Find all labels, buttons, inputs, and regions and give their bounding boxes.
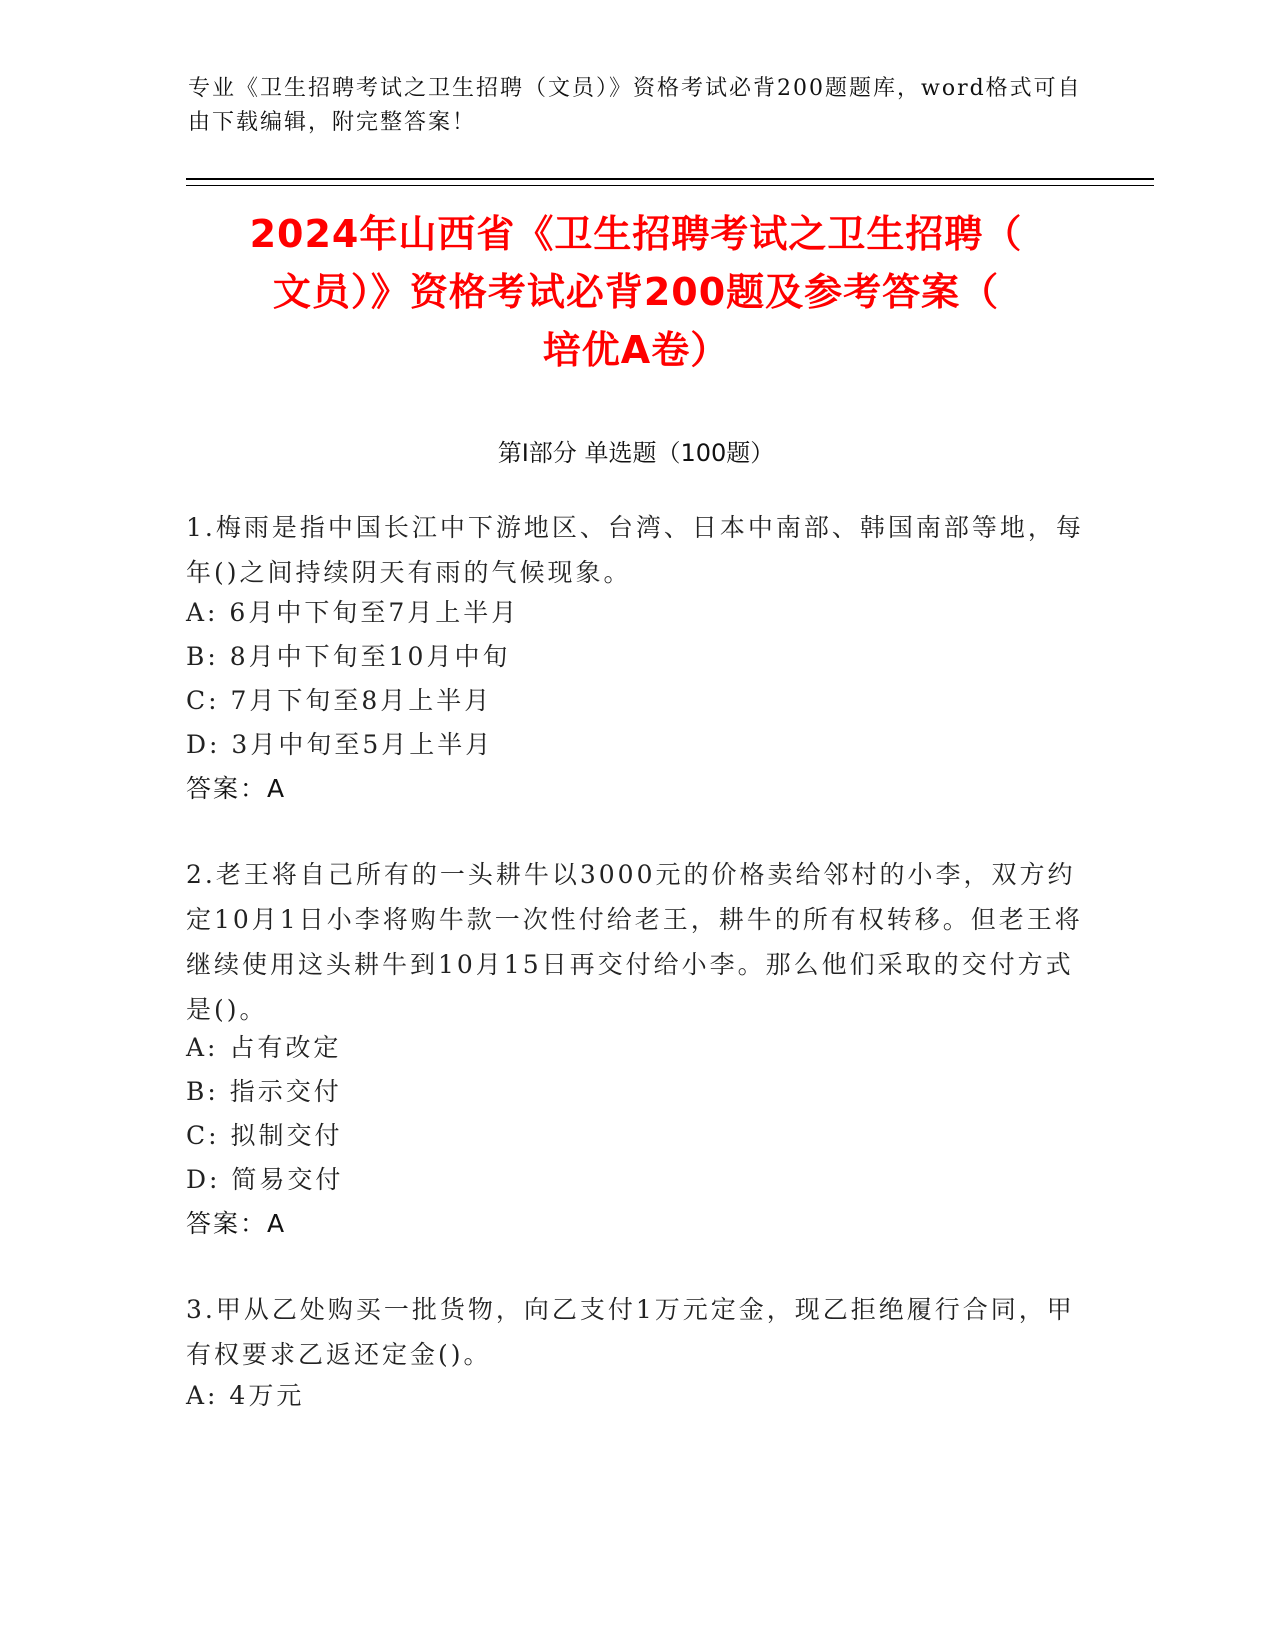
header-rule-thick xyxy=(186,178,1154,180)
document-title xyxy=(186,205,1086,379)
question-1-answer: 答案：A xyxy=(186,774,287,803)
question-1-text: 1.梅雨是指中国长江中下游地区、台湾、日本中南部、韩国南部等地，每年()之间持续阴天有雨的气候现象。 xyxy=(186,513,1084,587)
title-line-2: 文员）》资格考试必背200题及参考答案（ xyxy=(272,270,1000,314)
header-note: 专业《卫生招聘考试之卫生招聘（文员）》资格考试必背200题题库，word格式可自由下载编辑，附完整答案！ xyxy=(188,76,1082,135)
question-1-option-c: C: 7月下旬至8月上半月 xyxy=(186,686,493,715)
question-2-option-a: A: 占有改定 xyxy=(186,1033,342,1062)
question-2-text: 2.老王将自己所有的一头耕牛以3000元的价格卖给邻村的小李，双方约定10月1日小李将购牛款一次性付给老王，耕牛的所有权转移。但老王将继续使用这头耕牛到10月15日再交付给小李。那么他们采取的交付方式是()。 xyxy=(186,860,1083,1024)
question-1-option-b: B: 8月中下旬至10月中旬 xyxy=(186,642,511,671)
question-2-option-d: D: 简易交付 xyxy=(186,1165,344,1194)
question-2-option-b: B: 指示交付 xyxy=(186,1077,342,1106)
question-1-option-d: D: 3月中旬至5月上半月 xyxy=(186,730,494,759)
question-1-option-a: A: 6月中下旬至7月上半月 xyxy=(186,598,520,627)
question-2-option-c: C: 拟制交付 xyxy=(186,1121,343,1150)
title-line-1: 2024年山西省《卫生招聘考试之卫生招聘（ xyxy=(249,212,1023,256)
title-line-3: 培优A卷） xyxy=(542,328,730,372)
question-3-text: 3.甲从乙处购买一批货物，向乙支付1万元定金，现乙拒绝履行合同，甲有权要求乙返还定金()。 xyxy=(186,1295,1075,1369)
section-heading: 第I部分 单选题（100题） xyxy=(497,439,775,467)
question-3-option-a: A: 4万元 xyxy=(186,1381,305,1410)
question-2-answer: 答案：A xyxy=(186,1209,287,1238)
header-rule-thin xyxy=(186,185,1154,186)
